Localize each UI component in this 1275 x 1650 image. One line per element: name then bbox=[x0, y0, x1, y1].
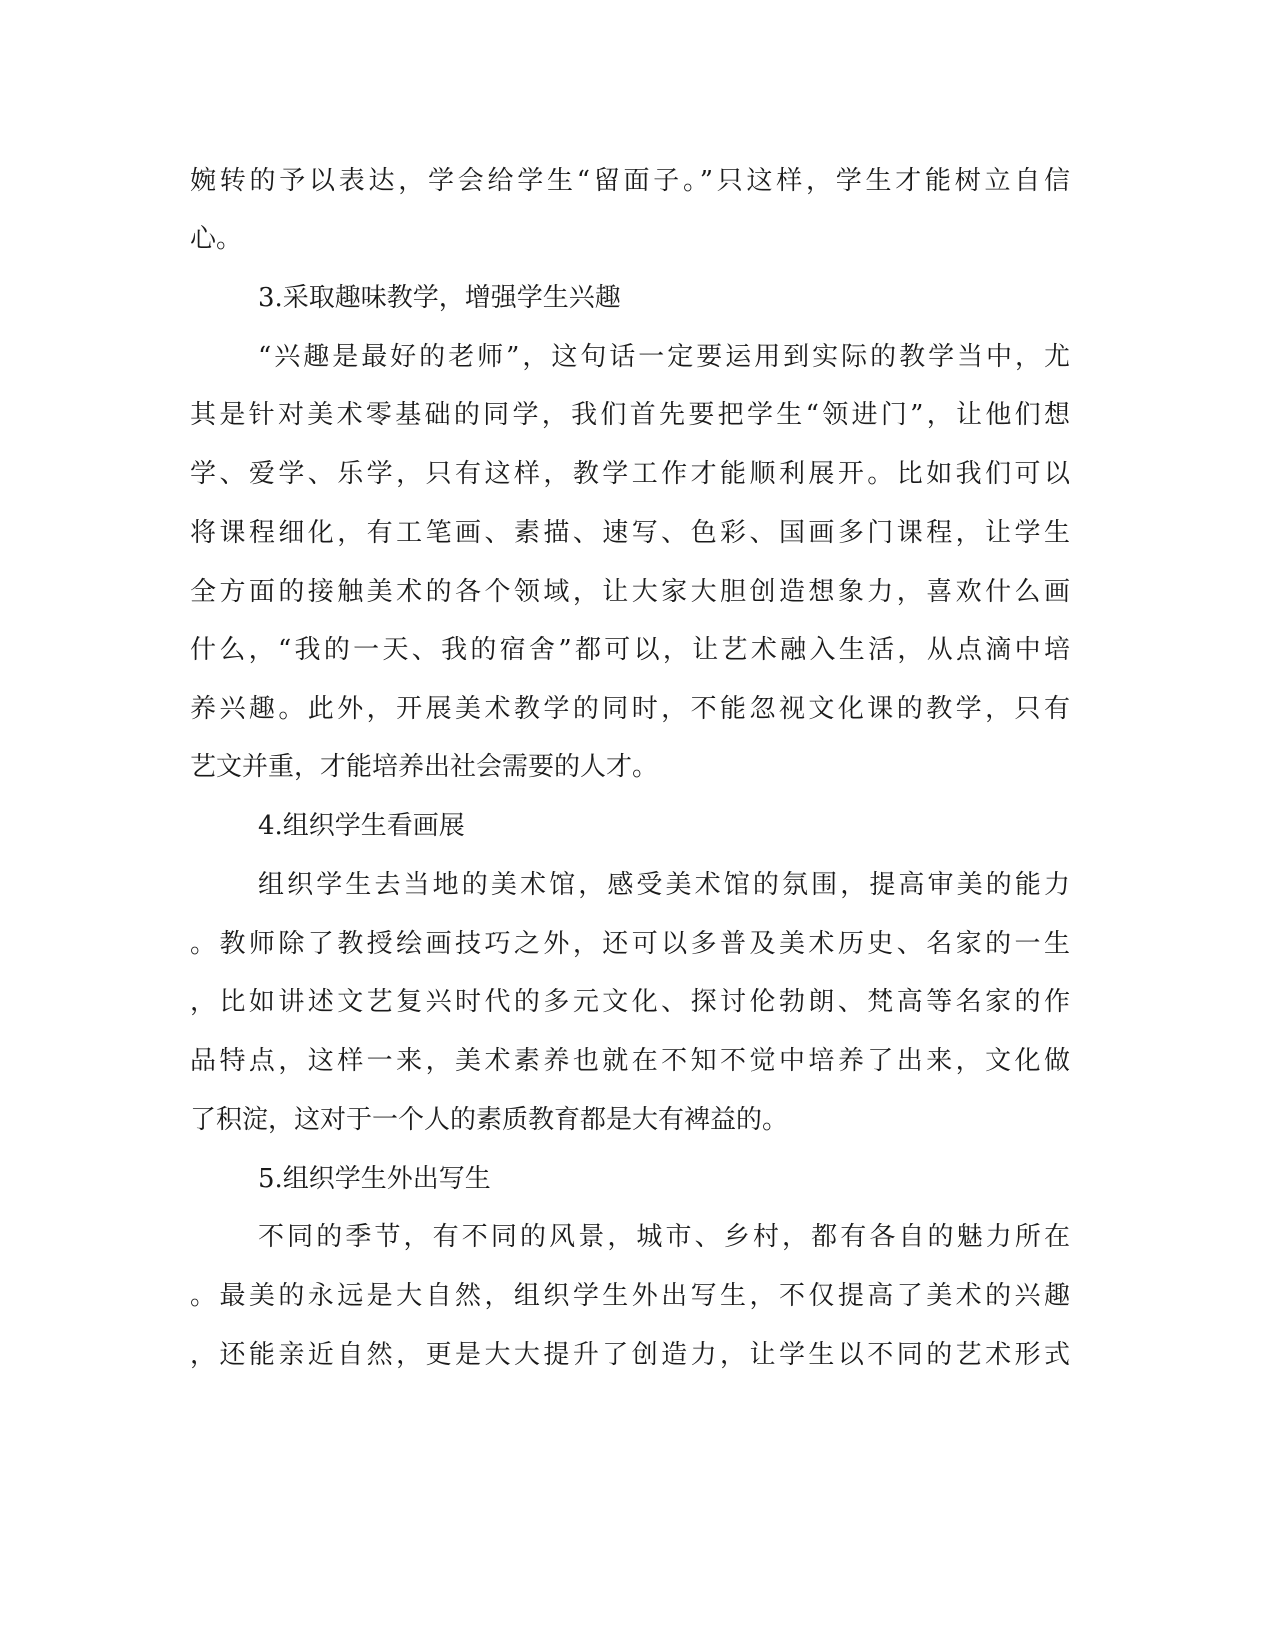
paragraph-line: 什么，“我的一天、我的宿舍”都可以，让艺术融入生活，从点滴中培 bbox=[190, 635, 1070, 665]
paragraph-line: 组织学生去当地的美术馆，感受美术馆的氛围，提高审美的能力 bbox=[258, 870, 1070, 900]
paragraph-line: 婉转的予以表达，学会给学生“留面子。”只这样，学生才能树立自信 bbox=[190, 166, 1070, 196]
paragraph-line: 艺文并重，才能培养出社会需要的人才。 bbox=[190, 752, 659, 782]
section-heading: 3.采取趣味教学，增强学生兴趣 bbox=[258, 283, 621, 313]
paragraph-line: 。最美的永远是大自然，组织学生外出写生，不仅提高了美术的兴趣 bbox=[190, 1281, 1070, 1311]
paragraph-line: ，比如讲述文艺复兴时代的多元文化、探讨伦勃朗、梵高等名家的作 bbox=[190, 987, 1070, 1017]
paragraph-line: 不同的季节，有不同的风景，城市、乡村，都有各自的魅力所在 bbox=[258, 1222, 1070, 1252]
paragraph-line: 学、爱学、乐学，只有这样，教学工作才能顺利展开。比如我们可以 bbox=[190, 459, 1070, 489]
paragraph-line: 其是针对美术零基础的同学，我们首先要把学生“领进门”，让他们想 bbox=[190, 400, 1070, 430]
paragraph-line: 心。 bbox=[190, 224, 243, 254]
section-heading: 4.组织学生看画展 bbox=[258, 811, 465, 841]
paragraph-line: ，还能亲近自然，更是大大提升了创造力，让学生以不同的艺术形式 bbox=[190, 1340, 1070, 1370]
paragraph-line: 。教师除了教授绘画技巧之外，还可以多普及美术历史、名家的一生 bbox=[190, 929, 1070, 959]
paragraph-line: 全方面的接触美术的各个领域，让大家大胆创造想象力，喜欢什么画 bbox=[190, 577, 1070, 607]
paragraph-line: 养兴趣。此外，开展美术教学的同时，不能忽视文化课的教学，只有 bbox=[190, 694, 1070, 724]
paragraph-line: “兴趣是最好的老师”，这句话一定要运用到实际的教学当中，尤 bbox=[258, 342, 1070, 372]
paragraph-line: 将课程细化，有工笔画、素描、速写、色彩、国画多门课程，让学生 bbox=[190, 518, 1070, 548]
section-heading: 5.组织学生外出写生 bbox=[258, 1164, 491, 1194]
paragraph-line: 了积淀，这对于一个人的素质教育都是大有裨益的。 bbox=[190, 1105, 789, 1135]
paragraph-line: 品特点，这样一来，美术素养也就在不知不觉中培养了出来，文化做 bbox=[190, 1046, 1070, 1076]
